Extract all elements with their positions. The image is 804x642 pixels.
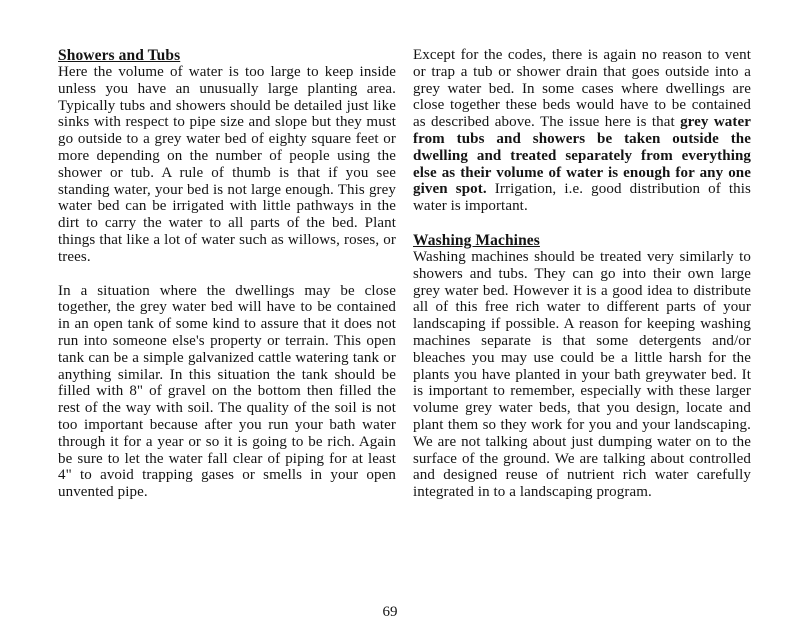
body-paragraph: [58, 64, 396, 266]
section-heading: Showers and Tubs: [58, 47, 181, 64]
text-run: Irrigation, i.e. good distribution of this water is important.: [413, 181, 751, 215]
bold-text-run: grey water from tubs and showers be taken outside the dwelling and treated separately from everything else as their volume of water is enough for any one given spot.: [413, 114, 751, 198]
text-run: Washing machines should be treated very similarly to showers and tubs. They can go into their own large grey water bed. However it is a good idea to distribute all of this free rich water to different parts of your landscaping if possible. A reason for keeping washing machines separate is that some detergents and/or bleaches you may use could be a little harsh for the plants you have planted in your bath greywater bed. It is important to remember, especially with these larger volume grey water beds, that you design, locate and plant them so they work for you and your landscaping. We are not talking about just dumping water on to the surface of the ground. We are talking about controlled and designed reuse of nutrient rich water carefully integrated in to a landscaping program.: [413, 248, 751, 501]
text-run: Except for the codes, there is again no reason to vent or trap a tub or shower drain that goes outside into a grey water bed. In some cases where dwellings are close together these beds would have to be contained as described above. The issue here is that: [413, 47, 751, 131]
body-paragraph: [413, 47, 751, 215]
section-heading: Washing Machines: [413, 231, 540, 249]
text-run: In a situation where the dwellings may be close together, the grey water bed will have to be contained in an open tank of some kind to assure that it does not run into someone else's property or terrain. This open tank can be a simple galvanized cattle watering tank or anything similar. In this situation the tank should be filled with 8" of gravel on the bottom then filled the rest of the way with soil. The quality of the soil is not too important because after you run your bath water through it for a year or so it is going to be rich. Again be sure to let the water fall clear of piping for at least 4" to avoid trapping gases or smells in your open unvented pipe.: [58, 282, 396, 501]
body-paragraph: [58, 283, 396, 501]
text-run: Here the volume of water is too large to keep inside unless you have an unusually large planting area. Typically tubs and showers should be detailed just like sinks with respect to pipe size and slope but they must go outside to a grey water bed of eighty square feet or more depending on the number of people using the shower or tub. A rule of thumb is that if you see standing water, your bed is not large enough. This grey water bed can be irrigated with little pathways in the dirt to carry the water to all parts of the bed. Plant things that like a lot of water such as willows, roses, or trees.: [58, 64, 396, 265]
right-column: [413, 47, 751, 518]
text-columns: [58, 47, 751, 518]
page-number: 69: [382, 604, 398, 620]
left-column: [58, 47, 396, 518]
body-paragraph: [413, 249, 751, 501]
